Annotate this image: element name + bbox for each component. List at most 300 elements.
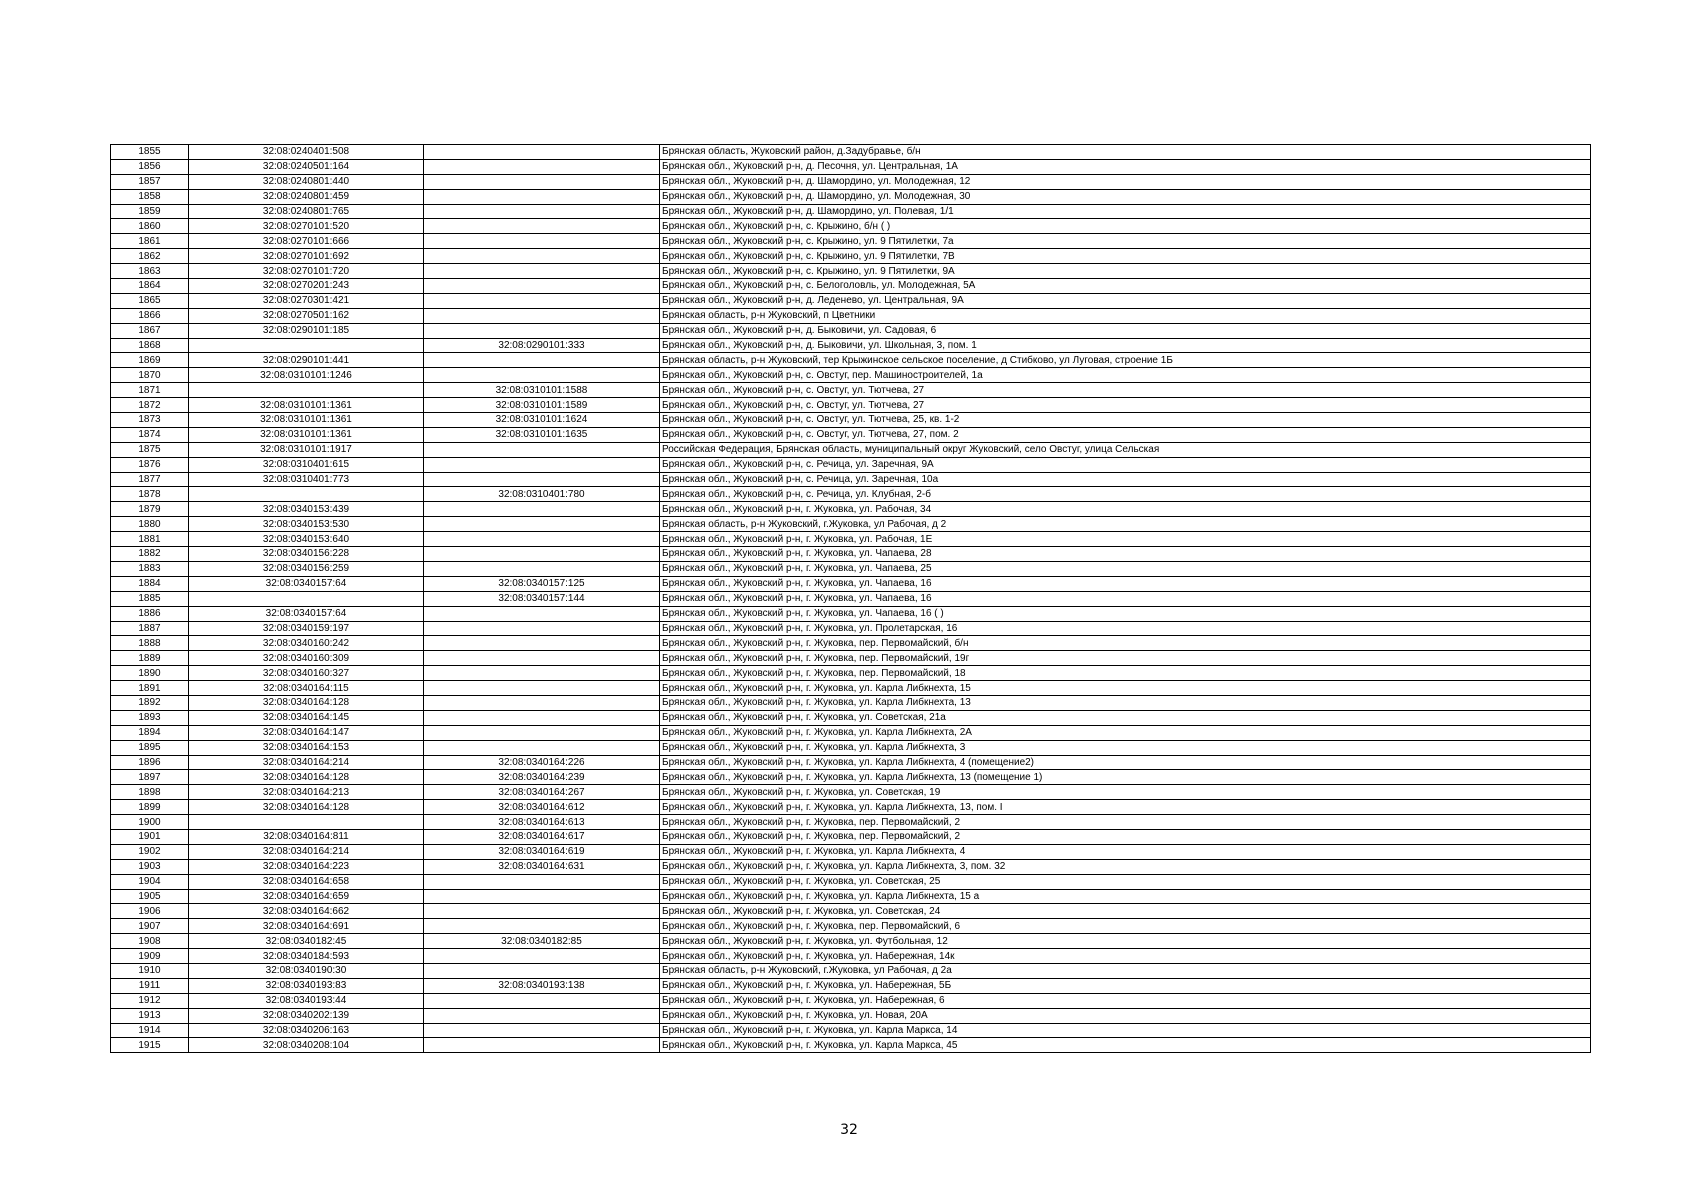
row-number-cell: 1907 — [111, 919, 189, 934]
table-row — [111, 770, 1591, 785]
address-cell: Брянская обл., Жуковский р-н, с. Речица, ул. Заречная, 10а — [660, 472, 1591, 487]
row-number-cell: 1891 — [111, 681, 189, 696]
cadastral-number-cell: 32:08:0310401:615 — [189, 457, 424, 472]
table-row — [111, 651, 1591, 666]
row-number-cell: 1888 — [111, 636, 189, 651]
table-row — [111, 710, 1591, 725]
address-cell: Брянская обл., Жуковский р-н, г. Жуковка, ул. Карла Либкнехта, 13 (помещение 1) — [660, 770, 1591, 785]
table-row — [111, 383, 1591, 398]
table-row — [111, 591, 1591, 606]
cadastral-number-cell: 32:08:0310401:773 — [189, 472, 424, 487]
building-cadastral-number-cell — [424, 651, 660, 666]
cadastral-number-cell: 32:08:0290101:185 — [189, 323, 424, 338]
building-cadastral-number-cell — [424, 264, 660, 279]
table-row — [111, 621, 1591, 636]
address-cell: Брянская обл., Жуковский р-н, г. Жуковка, ул. Чапаева, 16 ( ) — [660, 606, 1591, 621]
table-row — [111, 740, 1591, 755]
building-cadastral-number-cell — [424, 621, 660, 636]
row-number-cell: 1889 — [111, 651, 189, 666]
address-cell: Брянская обл., Жуковский р-н, г. Жуковка, ул. Футбольная, 12 — [660, 934, 1591, 949]
row-number-cell: 1856 — [111, 159, 189, 174]
address-cell: Брянская область, р-н Жуковский, тер Крыжинское сельское поселение, д Стибково, ул Луговая, строение 1Б — [660, 353, 1591, 368]
address-cell: Брянская обл., Жуковский р-н, с. Речица, ул. Клубная, 2-б — [660, 487, 1591, 502]
row-number-cell: 1896 — [111, 755, 189, 770]
row-number-cell: 1901 — [111, 829, 189, 844]
cadastral-number-cell: 32:08:0270301:421 — [189, 293, 424, 308]
table-row — [111, 785, 1591, 800]
cadastral-number-cell: 32:08:0310101:1361 — [189, 398, 424, 413]
building-cadastral-number-cell: 32:08:0340164:619 — [424, 844, 660, 859]
address-cell: Брянская обл., Жуковский р-н, г. Жуковка, ул. Карла Либкнехта, 4 — [660, 844, 1591, 859]
building-cadastral-number-cell — [424, 889, 660, 904]
address-cell: Брянская обл., Жуковский р-н, г. Жуковка, пер. Первомайский, 18 — [660, 666, 1591, 681]
cadastral-number-cell: 32:08:0240401:508 — [189, 145, 424, 160]
table-row — [111, 1008, 1591, 1023]
address-cell: Брянская обл., Жуковский р-н, д. Песочня, ул. Центральная, 1А — [660, 159, 1591, 174]
table-row — [111, 234, 1591, 249]
building-cadastral-number-cell: 32:08:0340164:239 — [424, 770, 660, 785]
address-cell: Брянская обл., Жуковский р-н, с. Овстуг, ул. Тютчева, 27 — [660, 398, 1591, 413]
row-number-cell: 1874 — [111, 427, 189, 442]
row-number-cell: 1886 — [111, 606, 189, 621]
cadastral-number-cell: 32:08:0340206:163 — [189, 1023, 424, 1038]
building-cadastral-number-cell — [424, 874, 660, 889]
cadastral-number-cell: 32:08:0340164:659 — [189, 889, 424, 904]
table-row — [111, 338, 1591, 353]
address-cell: Брянская обл., Жуковский р-н, г. Жуковка, ул. Советская, 19 — [660, 785, 1591, 800]
address-cell: Брянская обл., Жуковский р-н, с. Овстуг, пер. Машиностроителей, 1а — [660, 368, 1591, 383]
table-row — [111, 293, 1591, 308]
address-cell: Брянская обл., Жуковский р-н, г. Жуковка, ул. Набережная, 6 — [660, 993, 1591, 1008]
building-cadastral-number-cell — [424, 904, 660, 919]
table-row — [111, 323, 1591, 338]
address-cell: Брянская обл., Жуковский р-н, г. Жуковка, ул. Карла Либкнехта, 15 а — [660, 889, 1591, 904]
registry-table-body — [111, 145, 1591, 1053]
cadastral-number-cell: 32:08:0340193:83 — [189, 978, 424, 993]
row-number-cell: 1865 — [111, 293, 189, 308]
address-cell: Брянская обл., Жуковский р-н, с. Белоголовль, ул. Молодежная, 5А — [660, 279, 1591, 294]
table-row — [111, 189, 1591, 204]
building-cadastral-number-cell: 32:08:0310101:1588 — [424, 383, 660, 398]
table-row — [111, 547, 1591, 562]
building-cadastral-number-cell — [424, 442, 660, 457]
property-registry-table — [110, 144, 1591, 1053]
row-number-cell: 1870 — [111, 368, 189, 383]
cadastral-number-cell: 32:08:0340190:30 — [189, 963, 424, 978]
row-number-cell: 1863 — [111, 264, 189, 279]
row-number-cell: 1885 — [111, 591, 189, 606]
address-cell: Брянская обл., Жуковский р-н, г. Жуковка, ул. Советская, 24 — [660, 904, 1591, 919]
building-cadastral-number-cell — [424, 681, 660, 696]
row-number-cell: 1872 — [111, 398, 189, 413]
address-cell: Брянская обл., Жуковский р-н, г. Жуковка, ул. Рабочая, 34 — [660, 502, 1591, 517]
row-number-cell: 1913 — [111, 1008, 189, 1023]
cadastral-number-cell: 32:08:0340153:530 — [189, 517, 424, 532]
address-cell: Брянская обл., Жуковский р-н, г. Жуковка, ул. Карла Либкнехта, 2А — [660, 725, 1591, 740]
row-number-cell: 1897 — [111, 770, 189, 785]
row-number-cell: 1912 — [111, 993, 189, 1008]
building-cadastral-number-cell — [424, 145, 660, 160]
building-cadastral-number-cell: 32:08:0340193:138 — [424, 978, 660, 993]
building-cadastral-number-cell: 32:08:0340164:226 — [424, 755, 660, 770]
address-cell: Брянская обл., Жуковский р-н, с. Овстуг, ул. Тютчева, 27 — [660, 383, 1591, 398]
table-row — [111, 279, 1591, 294]
cadastral-number-cell: 32:08:0270101:692 — [189, 249, 424, 264]
building-cadastral-number-cell: 32:08:0310101:1589 — [424, 398, 660, 413]
address-cell: Брянская обл., Жуковский р-н, г. Жуковка, ул. Советская, 25 — [660, 874, 1591, 889]
address-cell: Брянская обл., Жуковский р-н, г. Жуковка, ул. Пролетарская, 16 — [660, 621, 1591, 636]
table-row — [111, 1023, 1591, 1038]
row-number-cell: 1875 — [111, 442, 189, 457]
row-number-cell: 1906 — [111, 904, 189, 919]
address-cell: Брянская обл., Жуковский р-н, г. Жуковка, ул. Чапаева, 16 — [660, 576, 1591, 591]
table-row — [111, 889, 1591, 904]
address-cell: Брянская обл., Жуковский р-н, г. Жуковка, ул. Чапаева, 25 — [660, 561, 1591, 576]
table-row — [111, 561, 1591, 576]
building-cadastral-number-cell: 32:08:0340164:612 — [424, 800, 660, 815]
table-row — [111, 502, 1591, 517]
building-cadastral-number-cell — [424, 963, 660, 978]
row-number-cell: 1861 — [111, 234, 189, 249]
building-cadastral-number-cell: 32:08:0310101:1624 — [424, 413, 660, 428]
row-number-cell: 1881 — [111, 532, 189, 547]
cadastral-number-cell: 32:08:0340164:223 — [189, 859, 424, 874]
building-cadastral-number-cell — [424, 949, 660, 964]
row-number-cell: 1915 — [111, 1038, 189, 1053]
address-cell: Брянская обл., Жуковский р-н, с. Крыжино, б/н ( ) — [660, 219, 1591, 234]
row-number-cell: 1869 — [111, 353, 189, 368]
table-row — [111, 413, 1591, 428]
building-cadastral-number-cell — [424, 561, 660, 576]
cadastral-number-cell: 32:08:0340159:197 — [189, 621, 424, 636]
table-row — [111, 174, 1591, 189]
building-cadastral-number-cell — [424, 606, 660, 621]
building-cadastral-number-cell — [424, 353, 660, 368]
cadastral-number-cell: 32:08:0270501:162 — [189, 308, 424, 323]
cadastral-number-cell: 32:08:0340164:128 — [189, 800, 424, 815]
cadastral-number-cell: 32:08:0340164:658 — [189, 874, 424, 889]
building-cadastral-number-cell: 32:08:0340157:144 — [424, 591, 660, 606]
address-cell: Брянская обл., Жуковский р-н, д. Шамордино, ул. Молодежная, 30 — [660, 189, 1591, 204]
building-cadastral-number-cell — [424, 174, 660, 189]
row-number-cell: 1871 — [111, 383, 189, 398]
address-cell: Брянская обл., Жуковский р-н, г. Жуковка, ул. Советская, 21а — [660, 710, 1591, 725]
building-cadastral-number-cell: 32:08:0340164:631 — [424, 859, 660, 874]
row-number-cell: 1894 — [111, 725, 189, 740]
address-cell: Брянская обл., Жуковский р-н, г. Жуковка, ул. Карла Либкнехта, 15 — [660, 681, 1591, 696]
table-row — [111, 576, 1591, 591]
address-cell: Брянская обл., Жуковский р-н, г. Жуковка, ул. Карла Либкнехта, 13, пом. I — [660, 800, 1591, 815]
cadastral-number-cell: 32:08:0270101:520 — [189, 219, 424, 234]
building-cadastral-number-cell — [424, 502, 660, 517]
row-number-cell: 1909 — [111, 949, 189, 964]
row-number-cell: 1858 — [111, 189, 189, 204]
row-number-cell: 1860 — [111, 219, 189, 234]
table-row — [111, 457, 1591, 472]
cadastral-number-cell: 32:08:0290101:441 — [189, 353, 424, 368]
building-cadastral-number-cell — [424, 1038, 660, 1053]
building-cadastral-number-cell: 32:08:0310401:780 — [424, 487, 660, 502]
row-number-cell: 1914 — [111, 1023, 189, 1038]
address-cell: Брянская обл., Жуковский р-н, г. Жуковка, пер. Первомайский, 2 — [660, 829, 1591, 844]
row-number-cell: 1884 — [111, 576, 189, 591]
row-number-cell: 1903 — [111, 859, 189, 874]
address-cell: Брянская область, Жуковский район, д.Задубравье, б/н — [660, 145, 1591, 160]
table-row — [111, 606, 1591, 621]
row-number-cell: 1902 — [111, 844, 189, 859]
cadastral-number-cell: 32:08:0310101:1917 — [189, 442, 424, 457]
row-number-cell: 1857 — [111, 174, 189, 189]
building-cadastral-number-cell: 32:08:0340164:613 — [424, 815, 660, 830]
row-number-cell: 1867 — [111, 323, 189, 338]
cadastral-number-cell — [189, 487, 424, 502]
building-cadastral-number-cell — [424, 219, 660, 234]
address-cell: Брянская обл., Жуковский р-н, г. Жуковка, ул. Чапаева, 16 — [660, 591, 1591, 606]
cadastral-number-cell — [189, 383, 424, 398]
table-row — [111, 978, 1591, 993]
cadastral-number-cell: 32:08:0340164:691 — [189, 919, 424, 934]
address-cell: Брянская обл., Жуковский р-н, г. Жуковка, ул. Чапаева, 28 — [660, 547, 1591, 562]
building-cadastral-number-cell: 32:08:0340164:617 — [424, 829, 660, 844]
building-cadastral-number-cell — [424, 368, 660, 383]
row-number-cell: 1895 — [111, 740, 189, 755]
table-row — [111, 308, 1591, 323]
building-cadastral-number-cell — [424, 249, 660, 264]
cadastral-number-cell: 32:08:0340160:242 — [189, 636, 424, 651]
table-row — [111, 159, 1591, 174]
building-cadastral-number-cell — [424, 740, 660, 755]
address-cell: Брянская область, р-н Жуковский, п Цветники — [660, 308, 1591, 323]
cadastral-number-cell: 32:08:0340164:128 — [189, 770, 424, 785]
address-cell: Брянская обл., Жуковский р-н, д. Шамордино, ул. Полевая, 1/1 — [660, 204, 1591, 219]
building-cadastral-number-cell — [424, 695, 660, 710]
table-row — [111, 368, 1591, 383]
building-cadastral-number-cell — [424, 710, 660, 725]
cadastral-number-cell: 32:08:0270101:720 — [189, 264, 424, 279]
cadastral-number-cell: 32:08:0240801:440 — [189, 174, 424, 189]
address-cell: Брянская обл., Жуковский р-н, г. Жуковка, пер. Первомайский, 6 — [660, 919, 1591, 934]
address-cell: Брянская обл., Жуковский р-н, г. Жуковка, ул. Карла Либкнехта, 3, пом. 32 — [660, 859, 1591, 874]
address-cell: Брянская обл., Жуковский р-н, г. Жуковка, пер. Первомайский, б/н — [660, 636, 1591, 651]
table-row — [111, 264, 1591, 279]
row-number-cell: 1882 — [111, 547, 189, 562]
cadastral-number-cell: 32:08:0340160:309 — [189, 651, 424, 666]
address-cell: Брянская обл., Жуковский р-н, г. Жуковка, ул. Карла Маркса, 14 — [660, 1023, 1591, 1038]
cadastral-number-cell — [189, 591, 424, 606]
address-cell: Брянская обл., Жуковский р-н, д. Шамордино, ул. Молодежная, 12 — [660, 174, 1591, 189]
cadastral-number-cell: 32:08:0340164:213 — [189, 785, 424, 800]
building-cadastral-number-cell — [424, 547, 660, 562]
cadastral-number-cell: 32:08:0340156:228 — [189, 547, 424, 562]
table-row — [111, 353, 1591, 368]
row-number-cell: 1905 — [111, 889, 189, 904]
table-row — [111, 993, 1591, 1008]
address-cell: Брянская обл., Жуковский р-н, с. Речица, ул. Заречная, 9А — [660, 457, 1591, 472]
cadastral-number-cell: 32:08:0340153:439 — [189, 502, 424, 517]
cadastral-number-cell: 32:08:0340164:145 — [189, 710, 424, 725]
cadastral-number-cell: 32:08:0340164:128 — [189, 695, 424, 710]
building-cadastral-number-cell — [424, 159, 660, 174]
row-number-cell: 1866 — [111, 308, 189, 323]
cadastral-number-cell: 32:08:0340193:44 — [189, 993, 424, 1008]
row-number-cell: 1873 — [111, 413, 189, 428]
row-number-cell: 1880 — [111, 517, 189, 532]
table-row — [111, 145, 1591, 160]
table-row — [111, 725, 1591, 740]
cadastral-number-cell: 32:08:0340164:115 — [189, 681, 424, 696]
cadastral-number-cell: 32:08:0310101:1246 — [189, 368, 424, 383]
cadastral-number-cell: 32:08:0340208:104 — [189, 1038, 424, 1053]
building-cadastral-number-cell — [424, 919, 660, 934]
cadastral-number-cell: 32:08:0340156:259 — [189, 561, 424, 576]
building-cadastral-number-cell — [424, 1008, 660, 1023]
address-cell: Брянская обл., Жуковский р-н, г. Жуковка, ул. Набережная, 14к — [660, 949, 1591, 964]
row-number-cell: 1864 — [111, 279, 189, 294]
table-row — [111, 755, 1591, 770]
row-number-cell: 1911 — [111, 978, 189, 993]
table-row — [111, 532, 1591, 547]
address-cell: Брянская обл., Жуковский р-н, с. Овстуг, ул. Тютчева, 25, кв. 1-2 — [660, 413, 1591, 428]
cadastral-number-cell: 32:08:0340164:153 — [189, 740, 424, 755]
building-cadastral-number-cell — [424, 234, 660, 249]
address-cell: Брянская область, р-н Жуковский, г.Жуковка, ул Рабочая, д 2а — [660, 963, 1591, 978]
row-number-cell: 1887 — [111, 621, 189, 636]
table-row — [111, 963, 1591, 978]
cadastral-number-cell: 32:08:0340164:214 — [189, 755, 424, 770]
building-cadastral-number-cell — [424, 323, 660, 338]
building-cadastral-number-cell — [424, 293, 660, 308]
cadastral-number-cell — [189, 338, 424, 353]
table-row — [111, 666, 1591, 681]
address-cell: Брянская обл., Жуковский р-н, г. Жуковка, пер. Первомайский, 2 — [660, 815, 1591, 830]
address-cell: Брянская обл., Жуковский р-н, г. Жуковка, пер. Первомайский, 19г — [660, 651, 1591, 666]
building-cadastral-number-cell — [424, 472, 660, 487]
address-cell: Брянская обл., Жуковский р-н, д. Леденево, ул. Центральная, 9А — [660, 293, 1591, 308]
table-row — [111, 904, 1591, 919]
address-cell: Российская Федерация, Брянская область, муниципальный округ Жуковский, село Овстуг, улица Сельская — [660, 442, 1591, 457]
row-number-cell: 1877 — [111, 472, 189, 487]
table-row — [111, 681, 1591, 696]
cadastral-number-cell: 32:08:0340157:64 — [189, 606, 424, 621]
address-cell: Брянская обл., Жуковский р-н, г. Жуковка, ул. Карла Либкнехта, 3 — [660, 740, 1591, 755]
table-row — [111, 219, 1591, 234]
address-cell: Брянская обл., Жуковский р-н, г. Жуковка, ул. Рабочая, 1Е — [660, 532, 1591, 547]
row-number-cell: 1883 — [111, 561, 189, 576]
table-row — [111, 204, 1591, 219]
cadastral-number-cell: 32:08:0270101:666 — [189, 234, 424, 249]
table-row — [111, 949, 1591, 964]
table-row — [111, 487, 1591, 502]
address-cell: Брянская обл., Жуковский р-н, г. Жуковка, ул. Набережная, 5Б — [660, 978, 1591, 993]
table-row — [111, 472, 1591, 487]
cadastral-number-cell: 32:08:0340160:327 — [189, 666, 424, 681]
cadastral-number-cell: 32:08:0270201:243 — [189, 279, 424, 294]
building-cadastral-number-cell — [424, 1023, 660, 1038]
address-cell: Брянская обл., Жуковский р-н, с. Овстуг, ул. Тютчева, 27, пом. 2 — [660, 427, 1591, 442]
table-row — [111, 249, 1591, 264]
address-cell: Брянская обл., Жуковский р-н, г. Жуковка, ул. Карла Либкнехта, 13 — [660, 695, 1591, 710]
building-cadastral-number-cell — [424, 189, 660, 204]
table-row — [111, 1038, 1591, 1053]
address-cell: Брянская область, р-н Жуковский, г.Жуковка, ул Рабочая, д 2 — [660, 517, 1591, 532]
row-number-cell: 1892 — [111, 695, 189, 710]
row-number-cell: 1910 — [111, 963, 189, 978]
table-row — [111, 844, 1591, 859]
building-cadastral-number-cell — [424, 457, 660, 472]
building-cadastral-number-cell — [424, 279, 660, 294]
table-row — [111, 636, 1591, 651]
cadastral-number-cell — [189, 815, 424, 830]
cadastral-number-cell: 32:08:0340202:139 — [189, 1008, 424, 1023]
row-number-cell: 1904 — [111, 874, 189, 889]
row-number-cell: 1898 — [111, 785, 189, 800]
address-cell: Брянская обл., Жуковский р-н, с. Крыжино, ул. 9 Пятилетки, 9А — [660, 264, 1591, 279]
table-row — [111, 874, 1591, 889]
table-row — [111, 919, 1591, 934]
row-number-cell: 1862 — [111, 249, 189, 264]
row-number-cell: 1893 — [111, 710, 189, 725]
table-row — [111, 800, 1591, 815]
cadastral-number-cell: 32:08:0340153:640 — [189, 532, 424, 547]
row-number-cell: 1868 — [111, 338, 189, 353]
row-number-cell: 1908 — [111, 934, 189, 949]
table-row — [111, 695, 1591, 710]
page-number: 32 — [840, 1122, 858, 1138]
row-number-cell: 1879 — [111, 502, 189, 517]
row-number-cell: 1899 — [111, 800, 189, 815]
row-number-cell: 1859 — [111, 204, 189, 219]
cadastral-number-cell: 32:08:0310101:1361 — [189, 427, 424, 442]
building-cadastral-number-cell — [424, 532, 660, 547]
table-row — [111, 517, 1591, 532]
table-row — [111, 398, 1591, 413]
address-cell: Брянская обл., Жуковский р-н, г. Жуковка, ул. Новая, 20А — [660, 1008, 1591, 1023]
address-cell: Брянская обл., Жуковский р-н, д. Быковичи, ул. Школьная, 3, пом. 1 — [660, 338, 1591, 353]
building-cadastral-number-cell — [424, 308, 660, 323]
table-row — [111, 427, 1591, 442]
table-row — [111, 815, 1591, 830]
building-cadastral-number-cell — [424, 517, 660, 532]
building-cadastral-number-cell — [424, 993, 660, 1008]
row-number-cell: 1855 — [111, 145, 189, 160]
cadastral-number-cell: 32:08:0310101:1361 — [189, 413, 424, 428]
cadastral-number-cell: 32:08:0240801:765 — [189, 204, 424, 219]
row-number-cell: 1876 — [111, 457, 189, 472]
cadastral-number-cell: 32:08:0340157:64 — [189, 576, 424, 591]
cadastral-number-cell: 32:08:0340184:593 — [189, 949, 424, 964]
building-cadastral-number-cell: 32:08:0310101:1635 — [424, 427, 660, 442]
cadastral-number-cell: 32:08:0240501:164 — [189, 159, 424, 174]
table-row — [111, 442, 1591, 457]
table-row — [111, 859, 1591, 874]
table-row — [111, 934, 1591, 949]
building-cadastral-number-cell: 32:08:0340182:85 — [424, 934, 660, 949]
cadastral-number-cell: 32:08:0340182:45 — [189, 934, 424, 949]
building-cadastral-number-cell — [424, 204, 660, 219]
cadastral-number-cell: 32:08:0340164:214 — [189, 844, 424, 859]
row-number-cell: 1900 — [111, 815, 189, 830]
building-cadastral-number-cell: 32:08:0290101:333 — [424, 338, 660, 353]
table-row — [111, 829, 1591, 844]
building-cadastral-number-cell: 32:08:0340164:267 — [424, 785, 660, 800]
row-number-cell: 1890 — [111, 666, 189, 681]
cadastral-number-cell: 32:08:0340164:811 — [189, 829, 424, 844]
address-cell: Брянская обл., Жуковский р-н, д. Быковичи, ул. Садовая, 6 — [660, 323, 1591, 338]
building-cadastral-number-cell — [424, 725, 660, 740]
cadastral-number-cell: 32:08:0340164:662 — [189, 904, 424, 919]
address-cell: Брянская обл., Жуковский р-н, с. Крыжино, ул. 9 Пятилетки, 7В — [660, 249, 1591, 264]
building-cadastral-number-cell — [424, 636, 660, 651]
